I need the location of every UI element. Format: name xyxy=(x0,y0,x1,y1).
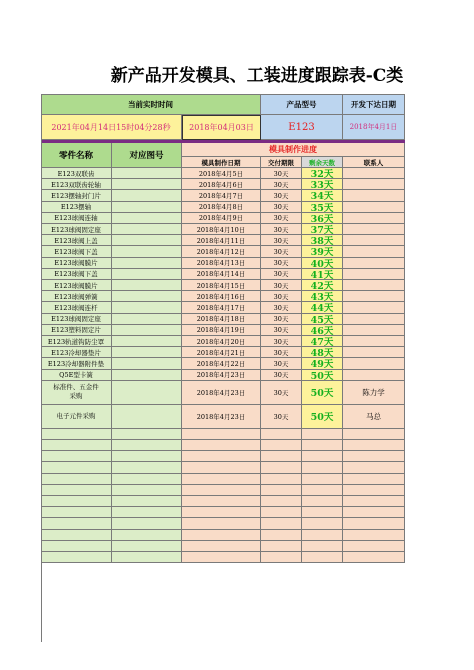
contact-cell xyxy=(343,269,405,280)
delivery-cell xyxy=(261,440,302,451)
delivery-cell: 30天 xyxy=(261,280,302,291)
drawing-no-cell xyxy=(112,440,182,451)
make-date-cell: 2018年4月14日 xyxy=(182,269,261,280)
part-name-cell xyxy=(41,429,112,440)
days-left-cell xyxy=(302,496,343,507)
contact-cell xyxy=(343,325,405,336)
make-date-cell xyxy=(182,507,261,518)
contact-cell xyxy=(343,518,405,529)
col-drawing-no: 对应图号 xyxy=(112,143,182,168)
delivery-cell xyxy=(261,518,302,529)
make-date-cell xyxy=(182,552,261,563)
days-left-cell: 50天 xyxy=(302,381,343,405)
page-title: 新产品开发模具、工装进度跟踪表-C类 xyxy=(110,66,404,86)
contact-cell xyxy=(343,358,405,369)
days-left-cell xyxy=(302,485,343,496)
drawing-no-cell xyxy=(112,530,182,541)
part-name-cell: E123双联齿 xyxy=(41,168,112,179)
col-days-left: 剩余天数 xyxy=(302,157,343,168)
delivery-cell xyxy=(261,552,302,563)
drawing-no-cell xyxy=(112,496,182,507)
contact-cell xyxy=(343,451,405,462)
days-left-cell: 35天 xyxy=(302,202,343,213)
delivery-cell: 30天 xyxy=(261,370,302,381)
issue-date-value: 2018年4月1日 xyxy=(343,115,405,140)
drawing-no-cell xyxy=(112,451,182,462)
empty-row xyxy=(41,474,405,485)
header-row-values xyxy=(41,115,405,140)
days-left-cell: 40天 xyxy=(302,258,343,269)
part-name-line-1: 标准件、五金件 xyxy=(53,383,99,392)
delivery-cell xyxy=(261,507,302,518)
days-left-cell: 36天 xyxy=(302,213,343,224)
col-part-name: 零件名称 xyxy=(41,143,112,168)
drawing-no-cell xyxy=(112,190,182,201)
table-row xyxy=(41,202,405,213)
drawing-no-cell xyxy=(112,474,182,485)
table-row xyxy=(41,358,405,369)
col-progress-group: 模具制作进度 xyxy=(182,143,405,157)
drawing-no-cell xyxy=(112,541,182,552)
contact-cell xyxy=(343,302,405,313)
make-date-cell: 2018年4月8日 xyxy=(182,202,261,213)
part-name-cell xyxy=(41,405,112,429)
table-row xyxy=(41,246,405,257)
days-left-cell xyxy=(302,507,343,518)
days-left-cell: 48天 xyxy=(302,347,343,358)
part-name-cell xyxy=(41,474,112,485)
days-left-cell xyxy=(302,474,343,485)
part-name-cell xyxy=(41,485,112,496)
col-contact: 联系人 xyxy=(343,157,405,168)
empty-row xyxy=(41,552,405,563)
make-date-cell xyxy=(182,429,261,440)
part-name-cell xyxy=(41,530,112,541)
make-date-cell: 2018年4月20日 xyxy=(182,336,261,347)
make-date-cell xyxy=(182,496,261,507)
drawing-no-cell xyxy=(112,518,182,529)
make-date-cell xyxy=(182,485,261,496)
part-name-line-1: 电子元件采购 xyxy=(56,411,96,420)
delivery-cell: 30天 xyxy=(261,179,302,190)
table-row xyxy=(41,213,405,224)
contact-cell: 马总 xyxy=(343,405,405,429)
days-left-cell: 43天 xyxy=(302,291,343,302)
days-left-cell: 39天 xyxy=(302,246,343,257)
table-row xyxy=(41,336,405,347)
days-left-cell: 38天 xyxy=(302,235,343,246)
make-date-cell xyxy=(182,541,261,552)
drawing-no-cell xyxy=(112,462,182,473)
delivery-cell: 30天 xyxy=(261,258,302,269)
delivery-cell: 30天 xyxy=(261,235,302,246)
drawing-no-cell xyxy=(112,202,182,213)
column-header-row-2 xyxy=(41,157,405,168)
contact-cell xyxy=(343,280,405,291)
days-left-cell: 44天 xyxy=(302,302,343,313)
table-row xyxy=(41,325,405,336)
contact-cell xyxy=(343,552,405,563)
part-name-cell: E123摆轴 xyxy=(41,202,112,213)
delivery-cell xyxy=(261,462,302,473)
table-row xyxy=(41,370,405,381)
days-left-cell: 47天 xyxy=(302,336,343,347)
days-left-cell xyxy=(302,451,343,462)
days-left-cell xyxy=(302,462,343,473)
part-name-cell: E123球阀连杆 xyxy=(41,302,112,313)
make-date-cell: 2018年4月23日 xyxy=(182,381,261,405)
delivery-cell: 30天 xyxy=(261,213,302,224)
part-name-cell: E123球阀下盖 xyxy=(41,246,112,257)
empty-row xyxy=(41,440,405,451)
delivery-cell: 30天 xyxy=(261,381,302,405)
table-row xyxy=(41,269,405,280)
days-left-cell xyxy=(302,552,343,563)
days-left-cell xyxy=(302,518,343,529)
part-name-cell: E123球阀膜片 xyxy=(41,280,112,291)
drawing-no-cell xyxy=(112,507,182,518)
drawing-no-cell xyxy=(112,224,182,235)
part-name-cell: E123双联齿轮轴 xyxy=(41,179,112,190)
make-date-cell xyxy=(182,474,261,485)
delivery-cell: 30天 xyxy=(261,168,302,179)
delivery-cell xyxy=(261,485,302,496)
delivery-cell: 30天 xyxy=(261,325,302,336)
days-left-cell xyxy=(302,429,343,440)
table-row xyxy=(41,347,405,358)
delivery-cell: 30天 xyxy=(261,190,302,201)
empty-row xyxy=(41,462,405,473)
delivery-cell xyxy=(261,429,302,440)
drawing-no-cell xyxy=(112,336,182,347)
part-name-cell: E123轨道钩防尘罩 xyxy=(41,336,112,347)
make-date-cell xyxy=(182,462,261,473)
make-date-cell xyxy=(182,440,261,451)
delivery-cell: 30天 xyxy=(261,246,302,257)
drawing-no-cell xyxy=(112,291,182,302)
drawing-no-cell xyxy=(112,485,182,496)
days-left-cell: 50天 xyxy=(302,370,343,381)
days-left-cell: 49天 xyxy=(302,358,343,369)
days-left-cell xyxy=(302,440,343,451)
contact-cell xyxy=(343,202,405,213)
col-make-date: 模具制作日期 xyxy=(182,157,261,168)
days-left-cell: 32天 xyxy=(302,168,343,179)
empty-row xyxy=(41,485,405,496)
product-model-label: 产品型号 xyxy=(261,94,343,115)
part-name-cell xyxy=(41,451,112,462)
empty-row xyxy=(41,451,405,462)
make-date-cell: 2018年4月16日 xyxy=(182,291,261,302)
contact-cell xyxy=(343,530,405,541)
part-name-cell xyxy=(41,552,112,563)
drawing-no-cell xyxy=(112,381,182,405)
part-name-cell: E123球阀固定座 xyxy=(41,314,112,325)
drawing-no-cell xyxy=(112,429,182,440)
part-name-cell: E123冷却器附件垫 xyxy=(41,358,112,369)
issue-date-label: 开发下达日期 xyxy=(343,94,405,115)
make-date-cell: 2018年4月11日 xyxy=(182,235,261,246)
contact-cell xyxy=(343,462,405,473)
delivery-cell: 30天 xyxy=(261,405,302,429)
part-name-cell: E123球阀固定座 xyxy=(41,224,112,235)
drawing-no-cell xyxy=(112,325,182,336)
delivery-cell xyxy=(261,530,302,541)
delivery-cell: 30天 xyxy=(261,314,302,325)
empty-row xyxy=(41,541,405,552)
part-name-cell: E123冷却器垫片 xyxy=(41,347,112,358)
days-left-cell: 41天 xyxy=(302,269,343,280)
delivery-cell: 30天 xyxy=(261,269,302,280)
make-date-cell: 2018年4月22日 xyxy=(182,358,261,369)
contact-cell xyxy=(343,485,405,496)
make-date-cell: 2018年4月10日 xyxy=(182,224,261,235)
contact-cell xyxy=(343,347,405,358)
make-date-cell: 2018年4月13日 xyxy=(182,258,261,269)
empty-row xyxy=(41,429,405,440)
table-row-tall xyxy=(41,381,405,405)
make-date-cell: 2018年4月9日 xyxy=(182,213,261,224)
column-header-row-1 xyxy=(41,143,405,161)
date-box: 2018年04月03日 xyxy=(182,115,261,140)
days-left-cell: 50天 xyxy=(302,405,343,429)
make-date-cell: 2018年4月6日 xyxy=(182,179,261,190)
empty-row xyxy=(41,507,405,518)
part-name-line-2: 采购 xyxy=(69,392,83,401)
contact-cell xyxy=(343,440,405,451)
current-time-value: 2021年04月14日15时04分28秒 xyxy=(41,115,182,140)
part-name-cell xyxy=(41,496,112,507)
contact-cell xyxy=(343,213,405,224)
days-left-cell: 33天 xyxy=(302,179,343,190)
table-row xyxy=(41,235,405,246)
make-date-cell: 2018年4月23日 xyxy=(182,370,261,381)
drawing-no-cell xyxy=(112,405,182,429)
current-time-label: 当前实时时间 xyxy=(41,94,261,115)
make-date-cell: 2018年4月17日 xyxy=(182,302,261,313)
make-date-cell xyxy=(182,530,261,541)
contact-cell xyxy=(343,291,405,302)
contact-cell xyxy=(343,235,405,246)
make-date-cell: 2018年4月21日 xyxy=(182,347,261,358)
empty-row xyxy=(41,530,405,541)
drawing-no-cell xyxy=(112,179,182,190)
contact-cell: 陈力学 xyxy=(343,381,405,405)
delivery-cell xyxy=(261,496,302,507)
part-name-cell: Q5E型卡簧 xyxy=(41,370,112,381)
drawing-no-cell xyxy=(112,370,182,381)
empty-row xyxy=(41,496,405,507)
table-row xyxy=(41,280,405,291)
part-name-cell: E123球阀下盖 xyxy=(41,269,112,280)
part-name-cell: E123球阀连轴 xyxy=(41,213,112,224)
contact-cell xyxy=(343,541,405,552)
part-name-cell xyxy=(41,462,112,473)
table-row-tall xyxy=(41,405,405,429)
part-name-cell: E123球阀膜片 xyxy=(41,258,112,269)
delivery-cell xyxy=(261,541,302,552)
header-row-labels xyxy=(41,94,405,115)
drawing-no-cell xyxy=(112,347,182,358)
make-date-cell: 2018年4月18日 xyxy=(182,314,261,325)
delivery-cell: 30天 xyxy=(261,224,302,235)
days-left-cell xyxy=(302,541,343,552)
contact-cell xyxy=(343,179,405,190)
days-left-cell: 34天 xyxy=(302,190,343,201)
days-left-cell: 45天 xyxy=(302,314,343,325)
drawing-no-cell xyxy=(112,314,182,325)
part-name-cell xyxy=(41,518,112,529)
contact-cell xyxy=(343,314,405,325)
contact-cell xyxy=(343,190,405,201)
product-model-value: E123 xyxy=(261,115,343,140)
drawing-no-cell xyxy=(112,235,182,246)
contact-cell xyxy=(343,507,405,518)
days-left-cell: 42天 xyxy=(302,280,343,291)
drawing-no-cell xyxy=(112,213,182,224)
days-left-cell: 37天 xyxy=(302,224,343,235)
empty-row xyxy=(41,518,405,529)
drawing-no-cell xyxy=(112,358,182,369)
delivery-cell xyxy=(261,474,302,485)
part-name-cell xyxy=(41,381,112,405)
delivery-cell: 30天 xyxy=(261,336,302,347)
table-row xyxy=(41,258,405,269)
table-row xyxy=(41,179,405,190)
make-date-cell: 2018年4月12日 xyxy=(182,246,261,257)
drawing-no-cell xyxy=(112,302,182,313)
part-name-cell xyxy=(41,440,112,451)
make-date-cell: 2018年4月23日 xyxy=(182,405,261,429)
contact-cell xyxy=(343,246,405,257)
days-left-cell xyxy=(302,530,343,541)
part-name-cell xyxy=(41,507,112,518)
part-name-cell: E123塑料固定片 xyxy=(41,325,112,336)
contact-cell xyxy=(343,474,405,485)
days-left-cell: 46天 xyxy=(302,325,343,336)
contact-cell xyxy=(343,496,405,507)
table-row xyxy=(41,291,405,302)
delivery-cell: 30天 xyxy=(261,202,302,213)
contact-cell xyxy=(343,429,405,440)
contact-cell xyxy=(343,370,405,381)
part-name-cell xyxy=(41,541,112,552)
table-row xyxy=(41,190,405,201)
contact-cell xyxy=(343,258,405,269)
table-row xyxy=(41,168,405,179)
make-date-cell xyxy=(182,451,261,462)
drawing-no-cell xyxy=(112,269,182,280)
make-date-cell: 2018年4月7日 xyxy=(182,190,261,201)
contact-cell xyxy=(343,224,405,235)
table-row xyxy=(41,314,405,325)
drawing-no-cell xyxy=(112,168,182,179)
delivery-cell xyxy=(261,451,302,462)
delivery-cell: 30天 xyxy=(261,347,302,358)
part-name-cell: E123球阀上盖 xyxy=(41,235,112,246)
col-delivery: 交付期限 xyxy=(261,157,302,168)
drawing-no-cell xyxy=(112,258,182,269)
drawing-no-cell xyxy=(112,280,182,291)
table-row xyxy=(41,302,405,313)
delivery-cell: 30天 xyxy=(261,291,302,302)
table-row xyxy=(41,224,405,235)
drawing-no-cell xyxy=(112,552,182,563)
delivery-cell: 30天 xyxy=(261,302,302,313)
make-date-cell: 2018年4月5日 xyxy=(182,168,261,179)
part-name-cell: E123球阀弹簧 xyxy=(41,291,112,302)
make-date-cell: 2018年4月19日 xyxy=(182,325,261,336)
drawing-no-cell xyxy=(112,246,182,257)
make-date-cell: 2018年4月15日 xyxy=(182,280,261,291)
contact-cell xyxy=(343,336,405,347)
contact-cell xyxy=(343,168,405,179)
part-name-cell: E123摆轴封门片 xyxy=(41,190,112,201)
delivery-cell: 30天 xyxy=(261,358,302,369)
make-date-cell xyxy=(182,518,261,529)
